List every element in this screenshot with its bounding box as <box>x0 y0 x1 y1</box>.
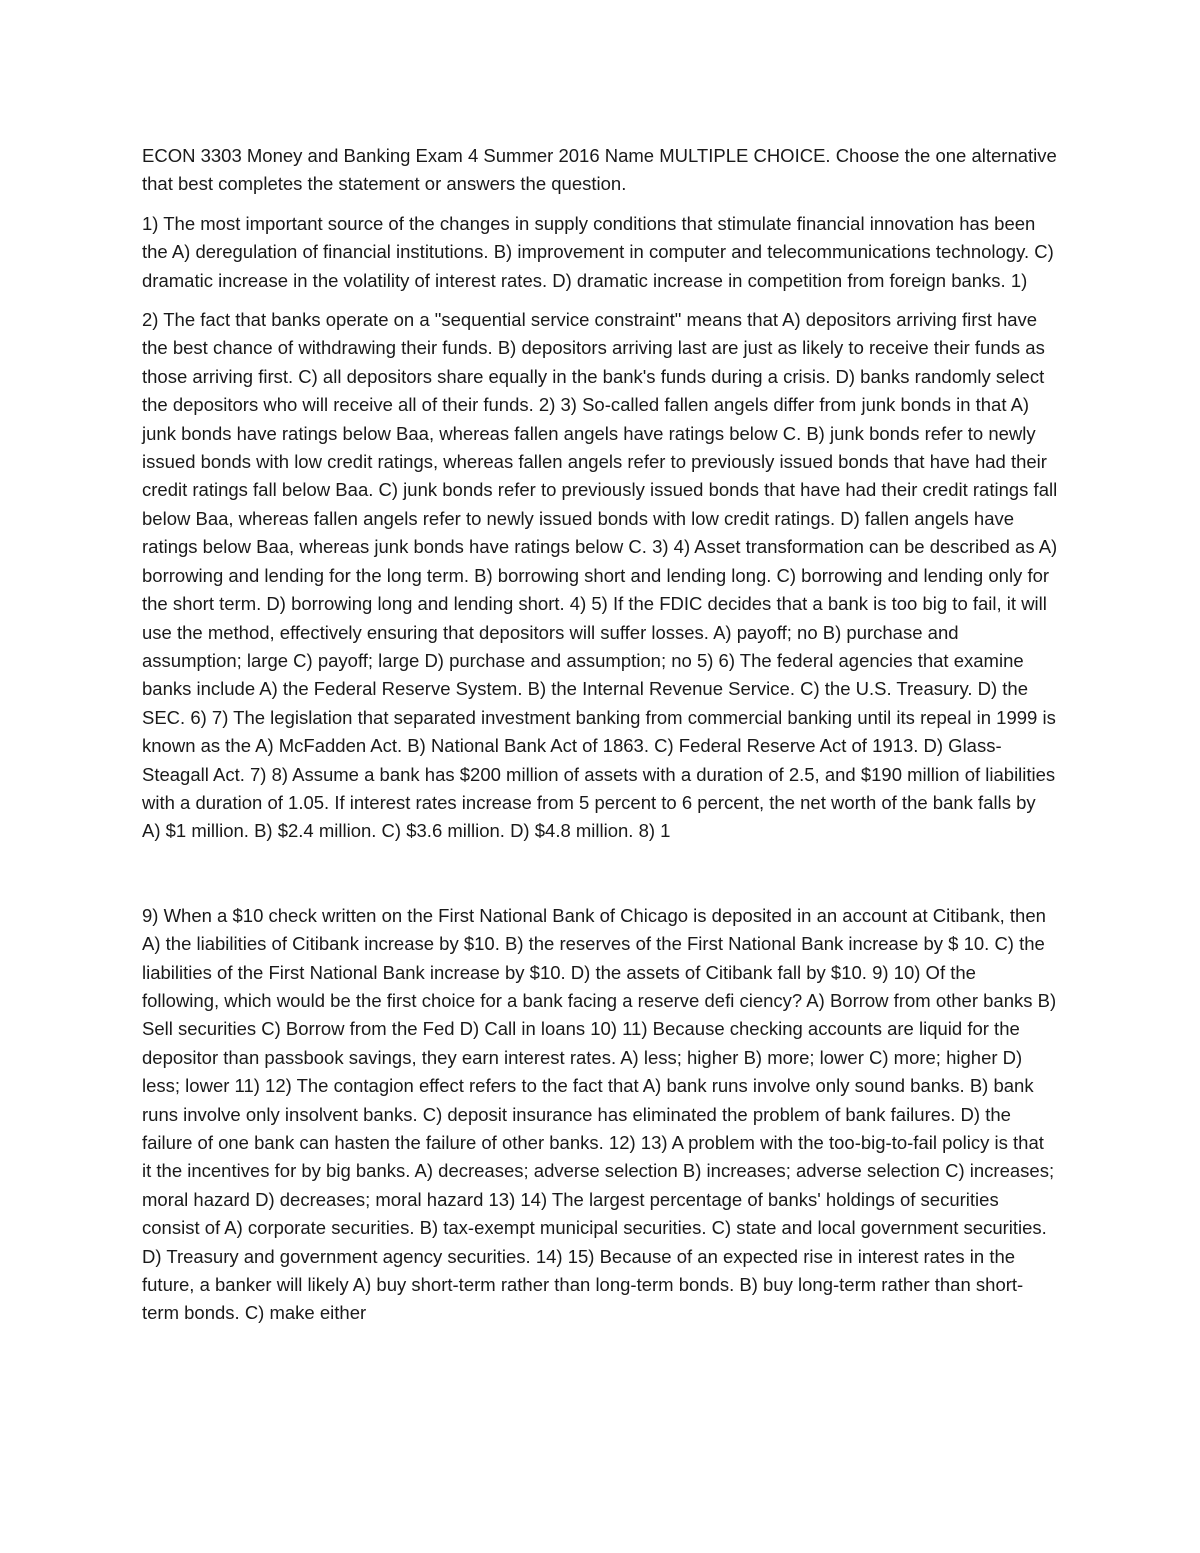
questions-9-to-15: 9) When a $10 check written on the First National Bank of Chicago is deposited in an account at Citibank, then A) the liabilities of Citibank increase by $10. B) the reserves of the First National Bank increase by $ 10. C) the liabilities of the First National Bank increase by $10. D) the assets of Citibank fall by $10. 9) 10) Of the following, which would be the first choice for a bank facing a reserve defi ciency? A) Borrow from other banks B) Sell securities C) Borrow from the Fed D) Call in loans 10) 11) Because checking accounts are liquid for the depositor than passbook savings, they earn interest rates. A) less; higher B) more; lower C) more; higher D) less; lower 11) 12) The contagion effect refers to the fact that A) bank runs involve only sound banks. B) bank runs involve only insolvent banks. C) deposit insurance has eliminated the problem of bank failures. D) the failure of one bank can hasten the failure of other banks. 12) 13) A problem with the too-big-to-fail policy is that it the incentives for by big banks. A) decreases; adverse selection B) increases; adverse selection C) increases; moral hazard D) decreases; moral hazard 13) 14) The largest percentage of banks' holdings of securities consist of A) corporate securities. B) tax-exempt municipal securities. C) state and local government securities. D) Treasury and government agency securities. 14) 15) Because of an expected rise in interest rates in the future, a banker will likely A) buy short-term rather than long-term bonds. B) buy long-term rather than short-term bonds. C) make either <box>142 904 1057 1324</box>
questions-2-to-8: 2) The fact that banks operate on a "sequential service constraint" means that A) depositors arriving first have the best chance of withdrawing their funds. B) depositors arriving last are just as likely to receive their funds as those arriving first. C) all depositors share equally in the bank's funds during a crisis. D) banks randomly select the depositors who will receive all of their funds. 2) 3) So-called fallen angels differ from junk bonds in that A) junk bonds have ratings below Baa, whereas fallen angels have ratings below C. B) junk bonds refer to newly issued bonds with low credit ratings, whereas fallen angels refer to previously issued bonds that have had their credit ratings fall below Baa. C) junk bonds refer to previously issued bonds that have had their credit ratings fall below Baa, whereas fallen angels refer to newly issued bonds with low credit ratings. D) fallen angels have ratings below Baa, whereas junk bonds have ratings below C. 3) 4) Asset transformation can be described as A) borrowing and lending for the long term. B) borrowing short and lending long. C) borrowing and lending only for the short term. D) borrowing long and lending short. 4) 5) If the FDIC decides that a bank is too big to fail, it will use the method, effectively ensuring that depositors will suffer losses. A) payoff; no B) purchase and assumption; large C) payoff; large D) purchase and assumption; no 5) 6) The federal agencies that examine banks include A) the Federal Reserve System. B) the Internal Revenue Service. C) the U.S. Treasury. D) the SEC. 6) 7) The legislation that separated investment banking from commercial banking until its repeal in 1999 is known as the A) McFadden Act. B) National Bank Act of 1863. C) Federal Reserve Act of 1913. D) Glass-Steagall Act. 7) 8) Assume a bank has $200 million of assets with a duration of 2.5, and $190 million of liabilities with a duration of 1.05. If interest rates increase from 5 percent to 6 percent, the net worth of the bank falls by A) $1 million. B) $2.4 million. C) $3.6 million. D) $4.8 million. 8) 1 <box>142 309 1058 842</box>
question-1: 1) The most important source of the changes in supply conditions that stimulate financial innovation has been the A) deregulation of financial institutions. B) improvement in computer and telecommunications technology. C) dramatic increase in the volatility of interest rates. D) dramatic increase in competition from foreign banks. 1) <box>142 212 1054 291</box>
exam-header: ECON 3303 Money and Banking Exam 4 Summer 2016 Name MULTIPLE CHOICE. Choose the one alternative that best completes the statement or answers the question. <box>142 145 1057 195</box>
paragraph-gap <box>142 857 1058 902</box>
document-body <box>142 142 1058 1339</box>
